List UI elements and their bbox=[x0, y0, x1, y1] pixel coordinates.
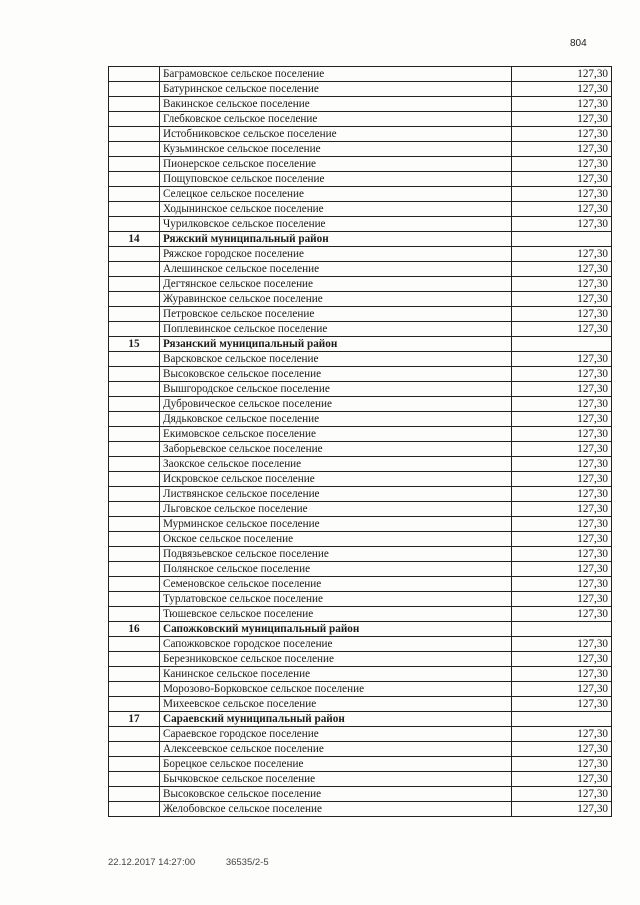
row-value bbox=[512, 622, 612, 637]
row-number bbox=[109, 127, 160, 142]
settlement-name: Кузьминское сельское поселение bbox=[160, 142, 512, 157]
table-row bbox=[109, 367, 612, 382]
table-row bbox=[109, 607, 612, 622]
settlement-name: Сапожковское городское поселение bbox=[160, 637, 512, 652]
settlement-name: Мурминское сельское поселение bbox=[160, 517, 512, 532]
row-number bbox=[109, 652, 160, 667]
row-value: 127,30 bbox=[512, 787, 612, 802]
table-row bbox=[109, 757, 612, 772]
row-value: 127,30 bbox=[512, 637, 612, 652]
row-number bbox=[109, 352, 160, 367]
table-row bbox=[109, 277, 612, 292]
row-number bbox=[109, 217, 160, 232]
district-name: Рязанский муниципальный район bbox=[160, 337, 512, 352]
row-value: 127,30 bbox=[512, 577, 612, 592]
row-value: 127,30 bbox=[512, 772, 612, 787]
row-number bbox=[109, 562, 160, 577]
district-name: Ряжский муниципальный район bbox=[160, 232, 512, 247]
table-row bbox=[109, 667, 612, 682]
settlement-name: Ходынинское сельское поселение bbox=[160, 202, 512, 217]
row-number bbox=[109, 427, 160, 442]
settlement-name: Варсковское сельское поселение bbox=[160, 352, 512, 367]
table-row bbox=[109, 532, 612, 547]
row-value: 127,30 bbox=[512, 487, 612, 502]
settlement-name: Пощуповское сельское поселение bbox=[160, 172, 512, 187]
row-value: 127,30 bbox=[512, 502, 612, 517]
row-value: 127,30 bbox=[512, 202, 612, 217]
row-number bbox=[109, 307, 160, 322]
row-number bbox=[109, 577, 160, 592]
row-number bbox=[109, 187, 160, 202]
settlement-name: Тюшевское сельское поселение bbox=[160, 607, 512, 622]
row-number bbox=[109, 682, 160, 697]
row-number bbox=[109, 322, 160, 337]
table-row bbox=[109, 322, 612, 337]
row-number bbox=[109, 142, 160, 157]
row-value: 127,30 bbox=[512, 757, 612, 772]
row-value: 127,30 bbox=[512, 112, 612, 127]
settlement-name: Окское сельское поселение bbox=[160, 532, 512, 547]
row-number bbox=[109, 202, 160, 217]
row-value: 127,30 bbox=[512, 187, 612, 202]
row-number bbox=[109, 157, 160, 172]
table-row bbox=[109, 577, 612, 592]
table-row bbox=[109, 97, 612, 112]
district-row bbox=[109, 232, 612, 247]
row-number: 15 bbox=[109, 337, 160, 352]
settlement-name: Вышгородское сельское поселение bbox=[160, 382, 512, 397]
district-name: Сапожковский муниципальный район bbox=[160, 622, 512, 637]
settlement-name: Бычковское сельское поселение bbox=[160, 772, 512, 787]
row-number: 16 bbox=[109, 622, 160, 637]
table-row bbox=[109, 427, 612, 442]
table-row bbox=[109, 772, 612, 787]
settlement-name: Высоковское сельское поселение bbox=[160, 367, 512, 382]
row-value: 127,30 bbox=[512, 592, 612, 607]
row-value: 127,30 bbox=[512, 727, 612, 742]
settlement-name: Морозово-Борковское сельское поселение bbox=[160, 682, 512, 697]
settlement-name: Семеновское сельское поселение bbox=[160, 577, 512, 592]
table-row bbox=[109, 397, 612, 412]
table-row bbox=[109, 352, 612, 367]
table-row bbox=[109, 382, 612, 397]
row-value: 127,30 bbox=[512, 532, 612, 547]
settlement-name: Дегтянское сельское поселение bbox=[160, 277, 512, 292]
row-number bbox=[109, 277, 160, 292]
row-number bbox=[109, 727, 160, 742]
row-value: 127,30 bbox=[512, 652, 612, 667]
row-number bbox=[109, 412, 160, 427]
district-name: Сараевский муниципальный район bbox=[160, 712, 512, 727]
row-number bbox=[109, 772, 160, 787]
row-value: 127,30 bbox=[512, 127, 612, 142]
settlement-name: Березниковское сельское поселение bbox=[160, 652, 512, 667]
settlement-name: Искровское сельское поселение bbox=[160, 472, 512, 487]
row-number bbox=[109, 547, 160, 562]
settlement-name: Полянское сельское поселение bbox=[160, 562, 512, 577]
settlement-name: Заборьевское сельское поселение bbox=[160, 442, 512, 457]
row-value: 127,30 bbox=[512, 697, 612, 712]
row-value: 127,30 bbox=[512, 82, 612, 97]
table-row bbox=[109, 697, 612, 712]
row-value: 127,30 bbox=[512, 547, 612, 562]
row-number bbox=[109, 592, 160, 607]
table-row bbox=[109, 412, 612, 427]
table-row bbox=[109, 172, 612, 187]
row-number bbox=[109, 67, 160, 82]
settlement-name: Алешинское сельское поселение bbox=[160, 262, 512, 277]
row-value: 127,30 bbox=[512, 457, 612, 472]
table-row bbox=[109, 562, 612, 577]
row-number bbox=[109, 367, 160, 382]
row-number bbox=[109, 532, 160, 547]
settlement-name: Петровское сельское поселение bbox=[160, 307, 512, 322]
table-row bbox=[109, 472, 612, 487]
table-row bbox=[109, 787, 612, 802]
settlement-name: Поплевинское сельское поселение bbox=[160, 322, 512, 337]
row-number bbox=[109, 742, 160, 757]
settlement-name: Михеевское сельское поселение bbox=[160, 697, 512, 712]
footer-timestamp: 22.12.2017 14:27:00 bbox=[108, 857, 196, 868]
footer bbox=[108, 857, 269, 868]
settlement-name: Подвязьевское сельское поселение bbox=[160, 547, 512, 562]
settlement-name: Турлатовское сельское поселение bbox=[160, 592, 512, 607]
row-value: 127,30 bbox=[512, 247, 612, 262]
row-value: 127,30 bbox=[512, 277, 612, 292]
row-value: 127,30 bbox=[512, 412, 612, 427]
settlement-name: Чурилковское сельское поселение bbox=[160, 217, 512, 232]
settlements-table bbox=[108, 66, 612, 817]
row-number bbox=[109, 802, 160, 817]
footer-doc-id: 36535/2-5 bbox=[225, 857, 269, 868]
settlement-name: Листвянское сельское поселение bbox=[160, 487, 512, 502]
row-number bbox=[109, 172, 160, 187]
row-value: 127,30 bbox=[512, 367, 612, 382]
settlement-name: Заокское сельское поселение bbox=[160, 457, 512, 472]
row-value: 127,30 bbox=[512, 427, 612, 442]
row-value: 127,30 bbox=[512, 667, 612, 682]
settlement-name: Высоковское сельское поселение bbox=[160, 787, 512, 802]
settlement-name: Желобовское сельское поселение bbox=[160, 802, 512, 817]
row-value bbox=[512, 337, 612, 352]
row-number bbox=[109, 502, 160, 517]
table-row bbox=[109, 202, 612, 217]
page-number: 804 bbox=[570, 38, 587, 49]
row-number bbox=[109, 457, 160, 472]
table-row bbox=[109, 292, 612, 307]
row-value: 127,30 bbox=[512, 517, 612, 532]
settlement-name: Сараевское городское поселение bbox=[160, 727, 512, 742]
row-number bbox=[109, 82, 160, 97]
table-row bbox=[109, 727, 612, 742]
row-value: 127,30 bbox=[512, 442, 612, 457]
district-row bbox=[109, 712, 612, 727]
row-number bbox=[109, 697, 160, 712]
district-row bbox=[109, 622, 612, 637]
row-value: 127,30 bbox=[512, 472, 612, 487]
settlement-name: Журавинское сельское поселение bbox=[160, 292, 512, 307]
row-value: 127,30 bbox=[512, 352, 612, 367]
row-value: 127,30 bbox=[512, 562, 612, 577]
table-row bbox=[109, 127, 612, 142]
settlement-name: Канинское сельское поселение bbox=[160, 667, 512, 682]
table-row bbox=[109, 157, 612, 172]
table-row bbox=[109, 247, 612, 262]
row-value bbox=[512, 712, 612, 727]
row-number: 17 bbox=[109, 712, 160, 727]
row-number bbox=[109, 292, 160, 307]
table-row bbox=[109, 307, 612, 322]
row-number bbox=[109, 397, 160, 412]
settlement-name: Алексеевское сельское поселение bbox=[160, 742, 512, 757]
settlement-name: Батуринское сельское поселение bbox=[160, 82, 512, 97]
row-value: 127,30 bbox=[512, 262, 612, 277]
table-row bbox=[109, 217, 612, 232]
row-number bbox=[109, 112, 160, 127]
table-row bbox=[109, 442, 612, 457]
row-number bbox=[109, 637, 160, 652]
row-value: 127,30 bbox=[512, 382, 612, 397]
row-value: 127,30 bbox=[512, 742, 612, 757]
row-number bbox=[109, 97, 160, 112]
row-number bbox=[109, 442, 160, 457]
row-number bbox=[109, 787, 160, 802]
row-value: 127,30 bbox=[512, 802, 612, 817]
row-number bbox=[109, 487, 160, 502]
settlement-name: Вакинское сельское поселение bbox=[160, 97, 512, 112]
settlement-name: Селецкое сельское поселение bbox=[160, 187, 512, 202]
row-number bbox=[109, 247, 160, 262]
settlement-name: Глебковское сельское поселение bbox=[160, 112, 512, 127]
row-value: 127,30 bbox=[512, 292, 612, 307]
row-number bbox=[109, 757, 160, 772]
table-row bbox=[109, 592, 612, 607]
row-value: 127,30 bbox=[512, 172, 612, 187]
settlement-name: Баграмовское сельское поселение bbox=[160, 67, 512, 82]
row-value: 127,30 bbox=[512, 157, 612, 172]
row-value: 127,30 bbox=[512, 142, 612, 157]
table-row bbox=[109, 487, 612, 502]
table-row bbox=[109, 82, 612, 97]
row-number: 14 bbox=[109, 232, 160, 247]
settlement-name: Пионерское сельское поселение bbox=[160, 157, 512, 172]
table-row bbox=[109, 67, 612, 82]
row-value: 127,30 bbox=[512, 217, 612, 232]
table-row bbox=[109, 652, 612, 667]
table-body bbox=[109, 67, 612, 817]
table-row bbox=[109, 142, 612, 157]
row-value: 127,30 bbox=[512, 397, 612, 412]
row-number bbox=[109, 607, 160, 622]
settlement-name: Льговское сельское поселение bbox=[160, 502, 512, 517]
row-value: 127,30 bbox=[512, 307, 612, 322]
table-row bbox=[109, 262, 612, 277]
row-number bbox=[109, 262, 160, 277]
row-number bbox=[109, 382, 160, 397]
row-value: 127,30 bbox=[512, 607, 612, 622]
row-number bbox=[109, 472, 160, 487]
row-value bbox=[512, 232, 612, 247]
row-value: 127,30 bbox=[512, 97, 612, 112]
table-row bbox=[109, 517, 612, 532]
table-row bbox=[109, 802, 612, 817]
settlement-name: Истобниковское сельское поселение bbox=[160, 127, 512, 142]
table-row bbox=[109, 742, 612, 757]
table-row bbox=[109, 112, 612, 127]
table-row bbox=[109, 547, 612, 562]
row-number bbox=[109, 667, 160, 682]
settlement-name: Дядьковское сельское поселение bbox=[160, 412, 512, 427]
row-value: 127,30 bbox=[512, 682, 612, 697]
table-row bbox=[109, 637, 612, 652]
settlement-name: Екимовское сельское поселение bbox=[160, 427, 512, 442]
settlement-name: Ряжское городское поселение bbox=[160, 247, 512, 262]
settlement-name: Дубровическое сельское поселение bbox=[160, 397, 512, 412]
table-row bbox=[109, 187, 612, 202]
table-row bbox=[109, 502, 612, 517]
table-row bbox=[109, 682, 612, 697]
settlement-name: Борецкое сельское поселение bbox=[160, 757, 512, 772]
row-value: 127,30 bbox=[512, 67, 612, 82]
table-row bbox=[109, 457, 612, 472]
row-number bbox=[109, 517, 160, 532]
district-row bbox=[109, 337, 612, 352]
row-value: 127,30 bbox=[512, 322, 612, 337]
